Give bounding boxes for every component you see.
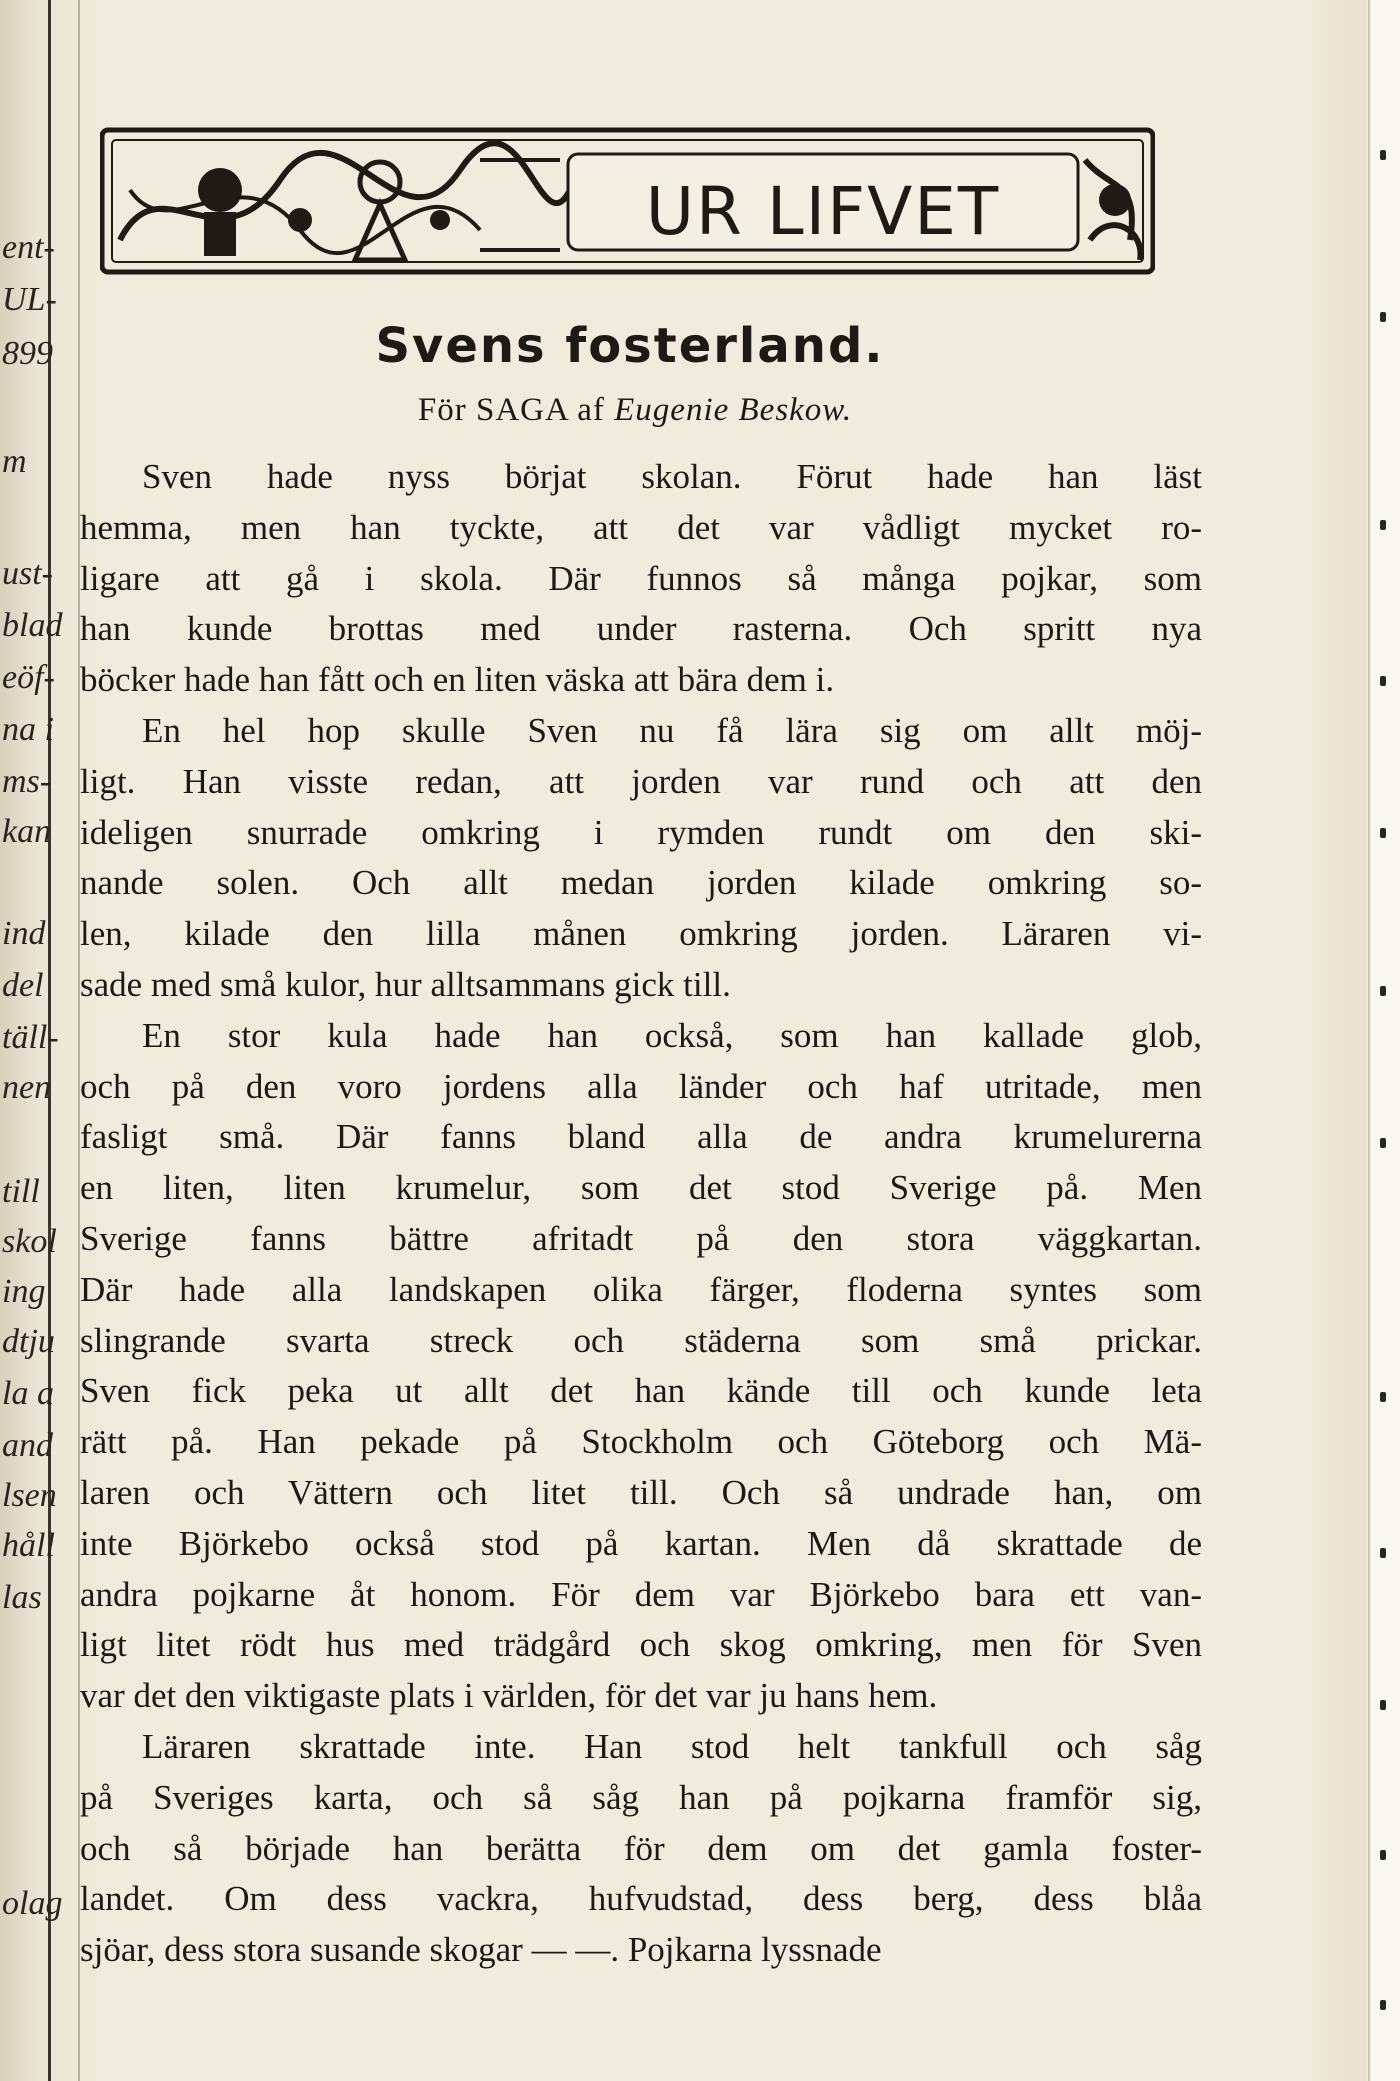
text-line: fasligt små. Där fanns bland alla de andra krumelurerna [80,1117,1202,1157]
article-byline [0,392,1270,429]
text-line: Sven hade nyss börjat skolan. Förut hade han läst [142,457,1202,496]
text-line: och på den voro jordens alla länder och haf utritade, men [80,1066,1202,1106]
edge-mark [1380,1548,1386,1558]
margin-fragment: UL- [2,282,57,318]
margin-fragment: blad [2,608,63,644]
text-line: ligare att gå i skola. Där funnos så många pojkar, som [80,558,1202,598]
text-line: andra pojkarne åt honom. För dem var Björkebo bara ett van- [80,1574,1202,1614]
text-line: Sverige fanns bättre afritadt på den stora väggkartan. [80,1218,1202,1258]
edge-mark [1380,676,1386,686]
text-line: sade med små kulor, hur alltsammans gick till. [80,964,731,1004]
text-line: laren och Vättern och litet till. Och så undrade han, om [80,1472,1202,1512]
margin-fragment: m [2,444,27,480]
text-line: landet. Om dess vackra, hufvudstad, dess berg, dess blåa [80,1879,1202,1919]
margin-fragment: håll [2,1528,55,1564]
edge-mark [1380,828,1386,838]
text-line: nande solen. Och allt medan jorden kilade omkring so- [80,863,1202,903]
article-body [80,452,1202,1976]
margin-fragment: kan [2,814,52,850]
margin-fragment: las [2,1580,42,1616]
margin-fragment: ms- [2,764,52,800]
text-line: slingrande svarta streck och städerna som små prickar. [80,1320,1202,1360]
text-line: Läraren skrattade inte. Han stod helt tankfull och såg [142,1726,1202,1766]
margin-fragment: till [2,1174,40,1210]
text-line: på Sveriges karta, och så såg han på pojkarna framför sig, [80,1777,1202,1817]
text-line: ligt litet rödt hus med trädgård och skog omkring, men för Sven [80,1625,1202,1665]
margin-fragment: ing [2,1274,46,1310]
text-line: En stor kula hade han också, som han kallade glob, [142,1015,1202,1055]
text-line: sjöar, dess stora susande skogar — —. Pojkarna lyssnade [80,1930,882,1970]
margin-fragment: ent- [2,230,55,266]
text-line: En hel hop skulle Sven nu få lära sig om allt möj- [142,710,1202,750]
edge-mark [1380,1392,1386,1402]
left-margin-fragments [2,0,82,2081]
margin-fragment: na i [2,712,54,748]
margin-fragment: olag [2,1886,63,1922]
section-header-banner [100,120,1155,282]
edge-mark [1380,986,1386,996]
text-line: Sven fick peka ut allt det han kände till och kunde leta [80,1371,1202,1411]
text-line: en liten, liten krumelur, som det stod Sverige på. Men [80,1168,1202,1208]
edge-mark [1380,520,1386,530]
margin-fragment: ind [2,916,46,952]
edge-mark [1380,1700,1386,1710]
text-line: len, kilade den lilla månen omkring jorden. Läraren vi- [80,914,1202,954]
edge-mark [1380,2000,1386,2010]
text-line: var det den viktigaste plats i världen, för det var ju hans hem. [80,1676,938,1716]
edge-mark [1380,1138,1386,1148]
text-line: böcker hade han fått och en liten väska att bära dem i. [80,660,835,700]
banner-title: UR LIFVET [645,173,1001,250]
margin-fragment: lsen [2,1478,57,1514]
text-line: Där hade alla landskapen olika färger, floderna syntes som [80,1269,1202,1309]
margin-fragment: la a [2,1376,54,1412]
margin-fragment: täll- [2,1020,59,1056]
margin-fragment: skol [2,1224,57,1260]
edge-mark [1380,1850,1386,1860]
margin-fragment: 899 [2,336,53,372]
text-line: inte Björkebo också stod på kartan. Men då skrattade de [80,1523,1202,1563]
byline-prefix: För SAGA af [417,392,615,428]
text-line: rätt på. Han pekade på Stockholm och Göteborg och Mä- [80,1422,1202,1462]
page-edge [1368,0,1370,2081]
edge-mark [1380,150,1386,160]
text-line: och så började han berätta för dem om det gamla foster- [80,1828,1202,1868]
margin-fragment: ust- [2,556,53,592]
margin-fragment: dtju [2,1324,55,1360]
text-line: ligt. Han visste redan, att jorden var rund och att den [80,761,1202,801]
margin-fragment: nen [2,1070,52,1106]
text-line: han kunde brottas med under rasterna. Och spritt nya [80,609,1202,649]
byline-author: Eugenie Beskow. [614,392,853,428]
margin-fragment: del [2,968,44,1004]
edge-mark [1380,312,1386,322]
margin-fragment: eöf- [2,660,55,696]
article-title [0,318,1260,374]
article-title-text: Svens fosterland. [375,318,885,374]
text-line: hemma, men han tyckte, att det var vådligt mycket ro- [80,507,1202,547]
text-line: ideligen snurrade omkring i rymden rundt om den ski- [80,812,1202,852]
margin-fragment: and [2,1428,53,1464]
